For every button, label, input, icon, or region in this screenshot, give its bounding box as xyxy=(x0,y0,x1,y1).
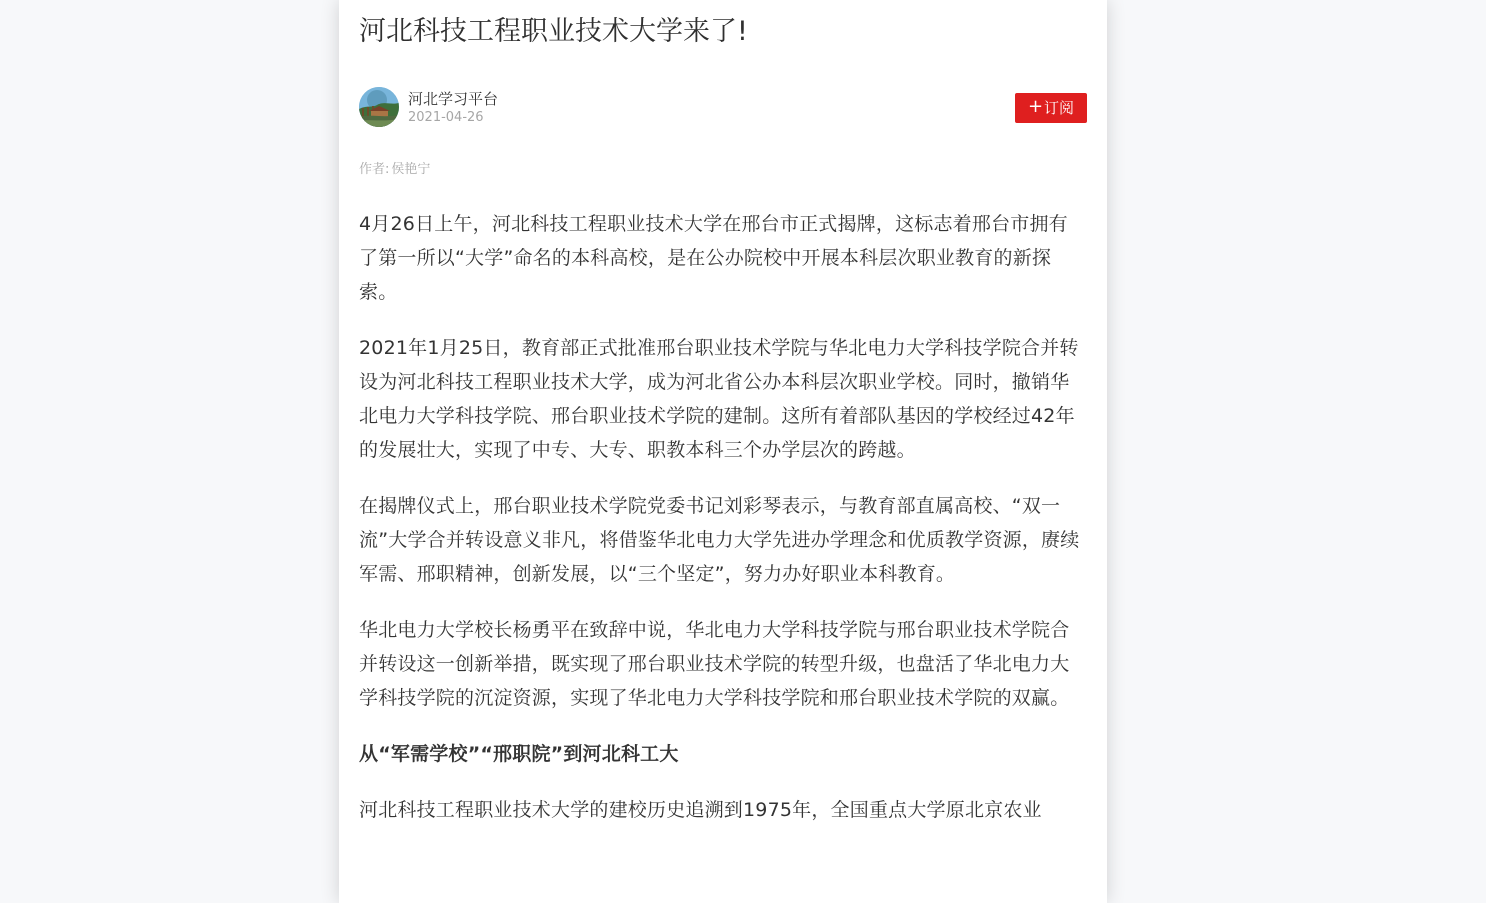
publish-date: 2021-04-26 xyxy=(408,110,484,125)
landscape-avatar-icon[interactable] xyxy=(359,87,399,127)
subscribe-label: 订阅 xyxy=(1044,99,1075,117)
source-name[interactable]: 河北学习平台 xyxy=(408,90,499,108)
article-content xyxy=(359,207,1087,849)
article-paragraph: 4月26日上午，河北科技工程职业技术大学在邢台市正式揭牌，这标志着邢台市拥有了第一所以“大学”命名的本科高校，是在公办院校中开展本科层次职业教育的新探索。 xyxy=(359,213,1068,303)
article-card xyxy=(339,0,1107,903)
partial-paragraph: 河北科技工程职业技术大学的建校历史追溯到1975年，全国重点大学原北京农业 xyxy=(359,799,1042,821)
subscribe-button[interactable] xyxy=(1015,93,1087,123)
plus-icon: + xyxy=(1027,96,1044,117)
author-name: 侯艳宁 xyxy=(391,162,431,177)
article-paragraph: 2021年1月25日，教育部正式批准邢台职业技术学院与华北电力大学科技学院合并转设为河北科技工程职业技术大学，成为河北省公办本科层次职业学校。同时，撤销华北电力大学科技学院、邢台职业技术学院的建制。这所有着部队基因的学校经过42年的发展壮大，实现了中专、大专、职教本科三个办学层次的跨越。 xyxy=(359,337,1079,461)
article-paragraph: 在揭牌仪式上，邢台职业技术学院党委书记刘彩琴表示，与教育部直属高校、“双一流”大学合并转设意义非凡，将借鉴华北电力大学先进办学理念和优质教学资源，赓续军需、邢职精神，创新发展，以“三个坚定”，努力办好职业本科教育。 xyxy=(359,495,1080,585)
article-title: 河北科技工程职业技术大学来了! xyxy=(359,16,748,47)
article-paragraph: 华北电力大学校长杨勇平在致辞中说，华北电力大学科技学院与邢台职业技术学院合并转设这一创新举措，既实现了邢台职业技术学院的转型升级，也盘活了华北电力大学科技学院的沉淀资源，实现了华北电力大学科技学院和邢台职业技术学院的双赢。 xyxy=(359,619,1070,709)
author-byline xyxy=(359,161,430,179)
section-heading: 从“军需学校”“邢职院”到河北科工大 xyxy=(359,743,679,765)
author-label: 作者: xyxy=(359,162,390,177)
source-row xyxy=(359,87,1087,129)
